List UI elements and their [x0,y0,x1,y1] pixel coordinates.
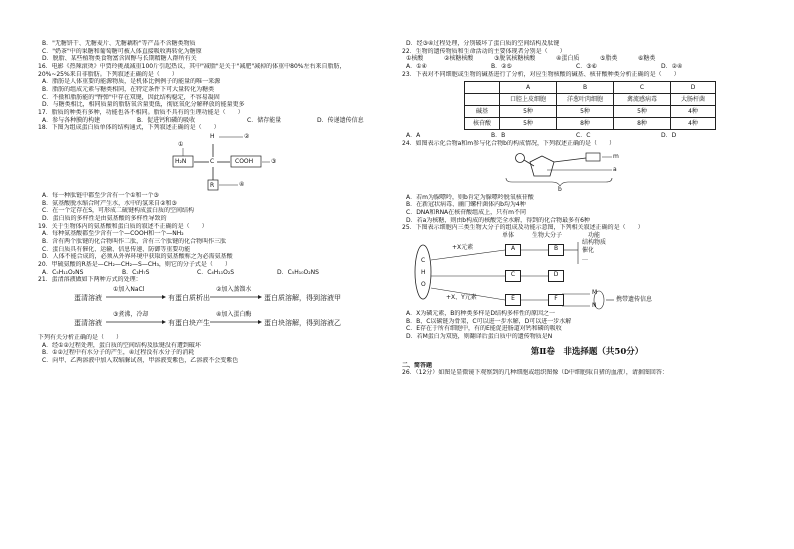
box-b: B [548,244,564,256]
base-table [464,81,716,130]
n-label: N [592,302,597,310]
table-cell: 禽流感病毒 [614,94,671,106]
option: ③脱氧核糖核酸 [494,55,536,63]
table-cell [465,82,500,94]
table-cell: 5种 [614,106,671,118]
option-line: C．蛋白质具有催化、运输、信息传递、防御等重要功能 [42,245,191,253]
option-line: D．脱脂、某些植物类食物富含固醇与长期精糖人群所有关 [42,55,197,63]
b-label: b [558,185,562,193]
option-line: B．B、C以碳链为骨架，C可以进一步水解，D可以进一步水解 [406,317,572,325]
options-row [38,117,392,125]
option: A．C₅H₁₁O₂NS [42,268,84,276]
table-cell: 洋葱叶肉细胞 [557,94,614,106]
element-c: C [421,257,426,265]
option-line: B．①②过程中有水分子的产生，④过程没有水分子的消耗 [42,349,195,357]
option-line: B．含有两个肽键的化合物叫作二肽，含有三个肽键的化合物叫作三肽 [42,238,227,246]
step-3-label: ③煮沸，冷却 [113,311,149,319]
option: C．③⑥ [576,63,597,71]
function-ellipsis: … [582,255,588,263]
result-label: 蛋白质溶解，得到溶液甲 [264,294,341,303]
table-row [465,118,716,130]
label-4: ④ [239,181,245,189]
element-h: H [421,269,426,277]
result-label: 蛋白块溶解，得到溶液乙 [264,319,341,328]
option: D．D [661,132,677,140]
option: ①核酸 [406,55,424,63]
m-label: M [592,289,598,297]
question-24: 24．如图表示化合物a和m参与化合物b的构成情况，下列叙述正确的是（ ） [402,140,615,148]
option: D．C₅H₁₀O₂NS [277,268,319,276]
table-cell: A [500,82,557,94]
source-label: 蛋清溶液 [74,294,102,303]
option-line: B．"无糖饼干、无糖麦片、无糖藕粉"等产品不含糖类物质 [42,40,196,47]
table-cell: 8种 [557,118,614,130]
option-line: B．脂肪的组成元素与糖类相同，在特定条件下可大量转化为糖类 [42,86,215,94]
box-f: F [548,294,564,306]
option-line: A．X为磷元素，B的种类多样是D结构多样性的原因之一 [406,310,555,318]
table-cell: D [671,82,716,94]
question-25: 25．下图表示细胞内三类生物大分子的组成及功能示意图，下列相关叙述正确的是（ ） [402,224,644,232]
structure-lines [38,132,392,192]
option: ④蛋白质 [556,55,580,63]
label-3: ③ [271,158,277,166]
carboxyl-label: COOH [235,158,254,166]
option-line: B．在新冠状病毒、幽门螺杆菌体内b均为4种 [406,201,526,209]
option: B．C₃H₇S [122,268,150,276]
option-line: D．人体不能合成的，必须从外界环境中获取的氨基酸称之为必需氨基酸 [42,253,233,261]
element-o: O [421,281,426,289]
left-column [38,40,392,365]
table-cell: 5种 [500,106,557,118]
option-line: C．向甲、乙两溶液中加入双缩脲试剂，甲溶液变紫色，乙溶液不会变紫色 [42,357,239,365]
question-21-prompt: 下列有关分析正确的是（ ） [38,334,123,342]
plus-x-label: +X元素 [452,244,474,252]
table-cell: 8种 [614,118,671,130]
option-line: A．若m为腺嘌呤，则b肯定为腺嘌呤脱氧核苷酸 [406,193,534,201]
table-cell: B [557,82,614,94]
question-21: 21．蛋清溶液做如下两种方式的处理： [38,276,142,284]
part-heading: 二、简答题 [402,361,433,369]
option-line: A．每种氨基酸都至少含有一个—COOH和一个—NH₂ [42,230,184,238]
option: B．促进钙和磷的吸收 [137,116,196,124]
option-line: C．"奶茶"中的果糖和葡萄糖可被人体直接吸收再转化为糖原 [42,47,202,55]
hydrogen-label: H [210,133,215,141]
question-20: 20．甲硫氨酸的R基是—CH₂—CH₂—S—CH₃，则它的分子式是（ ） [38,261,231,269]
monomer-header: 单体 [502,232,515,240]
option: C．C [576,132,591,140]
option-line: D．若a为核糖，则由b构成的核酸完全水解，得到的化合物最多有6种 [406,216,590,224]
r-group-label: R [210,182,215,190]
question-23: 23．下表对不同细胞或生物的碱基进行了分析，对应生物核酸的碱基、核苷酸种类分析正确的是（ ） [402,70,680,78]
box-c: C [505,270,521,282]
function-catalysis: 催化 [582,247,595,255]
question-18: 18．下图为组成蛋白质单体的结构通式，下列叙述正确的是（ ） [38,124,220,132]
m-label: m [613,152,619,160]
option: B．B [491,132,506,140]
table-cell: 5种 [557,106,614,118]
option: A．①④ [406,63,427,71]
step-4-label: ④加入蛋白酶 [216,311,252,319]
function-genetic-info: 携带遗传信息 [616,296,653,304]
option-line: D．蛋白质的多样性是由氨基酸的多样性导致的 [42,215,167,223]
box-e: E [505,294,521,306]
table-header-row [465,82,716,94]
table-cell: 5种 [500,118,557,130]
right-column [402,40,772,377]
macromolecule-header: 生物大分子 [532,232,563,240]
box-a: A [505,244,521,256]
protein-treatment-figure [38,284,392,334]
option: C．储存能量 [247,116,282,124]
result-label: 有蛋白块产生 [168,319,210,328]
function-header: 功能 [588,232,601,240]
table-cell: 碱基 [465,106,500,118]
label-1: ① [178,141,184,149]
carbon-label: C [210,158,215,166]
step-2-label: ②加入蒸馏水 [216,286,252,294]
option-line: D．若M蛋白为双链，则翻译后蛋白质中的遗传物质是N [406,333,553,341]
step-1-label: ①加入NaCl [113,286,145,294]
nucleotide-figure [402,148,772,194]
option-line: D．经③④过程处理，分别破坏了蛋白质的空间结构及肽键 [406,40,560,47]
table-cell: 大肠杆菌 [671,94,716,106]
option: ②核糖核酸 [444,55,474,63]
table-cell: 4种 [671,118,716,130]
amino-group-label: H₂N [175,158,187,166]
box-d: D [548,270,564,282]
nucleotide-drawing [402,148,772,194]
result-label: 有蛋白质析出 [168,294,210,303]
option: ⑤脂类 [600,55,618,63]
source-label: 蛋清溶液 [74,319,102,328]
options-row [402,132,772,140]
table-cell: C [614,82,671,94]
table-cell: 核苷酸 [465,118,500,130]
question-19: 19．关于生物体内的氨基酸和蛋白质的叙述不正确的是（ ） [38,222,208,230]
question-26: 26．（12分）如图是显微镜下观察到的几种细胞或组织图像（D中细胞取自猪的血液），请据图回答： [402,369,668,377]
option-line: C．E存在于所有细胞中，有的E能促进肠道对钙和磷的吸收 [406,325,562,333]
option: A．参与各种膜的构建 [42,116,101,124]
macromolecule-figure [402,232,772,310]
option-line: A．经①②过程处理，蛋白质的空间结构及肽键没有遭到破坏 [42,341,201,349]
option: D．传递遗传信息 [317,116,364,124]
option: ⑥糖类 [638,55,656,63]
amino-acid-structure-figure [38,132,392,192]
option-line: A．脂肪是人体重要的能源物质，是机体比例例子的能量的唯一来源 [42,78,221,86]
options-row [402,63,772,71]
table-cell: 口腔上皮细胞 [500,94,557,106]
option-line: D．与糖类相比，相同质量的脂肪氧含量更低，彻底氧化分解释放的能量更多 [42,101,245,109]
options-row [38,269,392,277]
option: A．A [406,132,421,140]
question-16-cont: 20%~25%来自非脂肪。下列叙述正确的是（ ） [38,70,178,78]
option-line: B．氨基酸脱水缩合时产生水，水中的氢来自②和③ [42,199,177,207]
section-title: 第Ⅱ卷 非选择题（共50分） [530,346,644,357]
options-row [402,55,772,63]
table-cell [465,94,500,106]
option: B．②⑤ [491,63,512,71]
option: D．②④ [661,63,683,71]
option-line: C．在一个定存在S，可形成二硫键构成蛋白质的空间结构 [42,207,194,215]
table-cell: 4种 [671,106,716,118]
option-line: C．DNA和RNA在核苷酸组成上，只有m不同 [406,209,527,217]
question-16: 16．电影《热辣滚烫》中贾玲挑战减重100斤引起热议，其中"减脂"是关于"减肥"减掉的体重中80%左右来自脂肪， [38,63,346,71]
a-label: a [613,165,617,173]
option-line: C．不摄和脂肪能的"臀弹"中存在双键，因此结构稳定，不容易凝固 [42,93,220,101]
plus-xy-label: +X、Y元素 [446,294,477,302]
question-22: 22．生物的遗传物质和生命活动的主要体现者分别是（ ） [402,47,566,55]
function-structure: 结构物质 [582,239,607,247]
table-row [465,106,716,118]
option: C．C₄H₁₁O₂S [197,268,235,276]
table-row [465,94,716,106]
option-line: A．每一种肽链中都至少含有一个①和一个③ [42,192,159,200]
label-2: ② [244,133,250,141]
question-17: 17．脂质的种类有多种，功能也各不相同。脂质不具有的生理功能是（ ） [38,109,244,117]
